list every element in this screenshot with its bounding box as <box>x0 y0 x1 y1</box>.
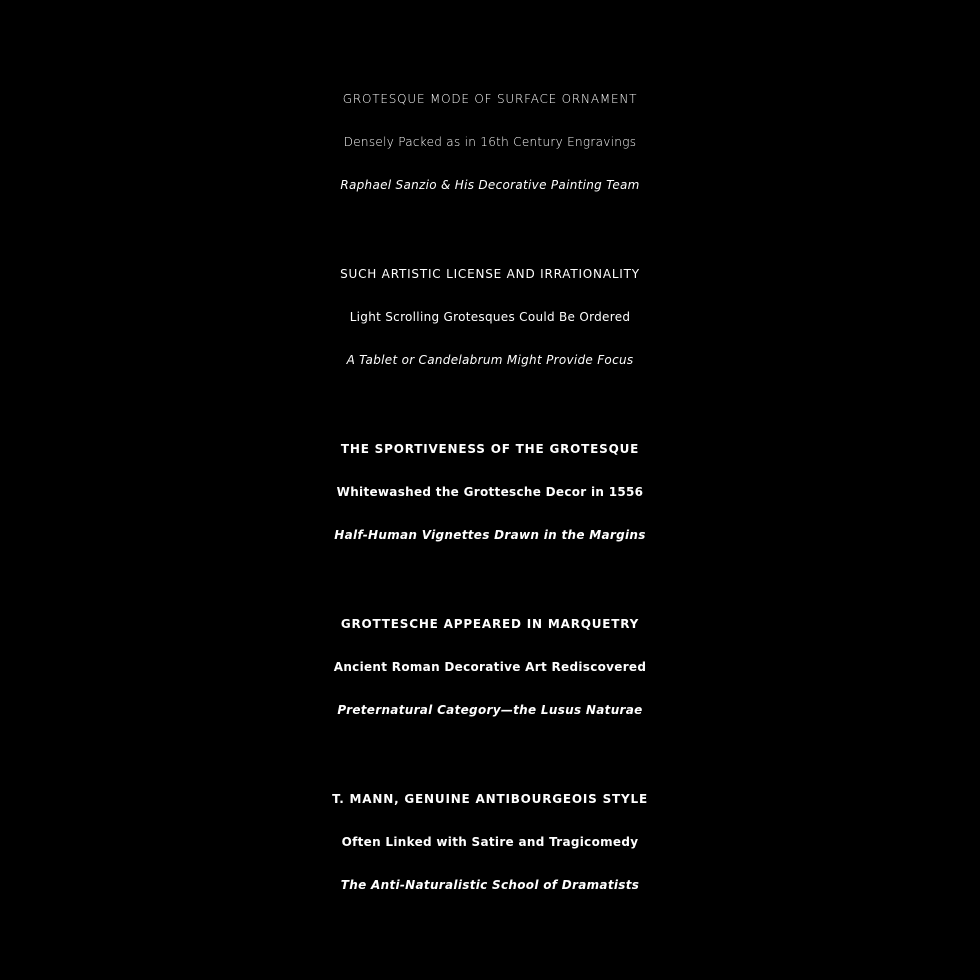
specimen-group-light <box>0 78 980 207</box>
roman-line: Ancient Roman Decorative Art Rediscovered <box>333 660 647 674</box>
specimen-group-semibold <box>0 428 980 557</box>
roman-line: Light Scrolling Grotesques Could Be Ordered <box>349 310 631 324</box>
roman-line: Whitewashed the Grottesche Decor in 1556 <box>336 485 644 499</box>
caps-line: SUCH ARTISTIC LICENSE AND IRRATIONALITY <box>340 267 640 281</box>
italic-line: Half-Human Vignettes Drawn in the Margins <box>334 528 646 542</box>
roman-line: Often Linked with Satire and Tragicomedy <box>341 835 639 849</box>
type-specimen <box>0 78 980 953</box>
specimen-group-regular <box>0 253 980 382</box>
specimen-group-extrabold <box>0 778 980 907</box>
caps-line: T. MANN, GENUINE ANTIBOURGEOIS STYLE <box>332 792 648 806</box>
italic-line: A Tablet or Candelabrum Might Provide Focus <box>346 353 634 367</box>
italic-line: Raphael Sanzio & His Decorative Painting Team <box>340 178 640 192</box>
caps-line: GROTESQUE MODE OF SURFACE ORNAMENT <box>342 92 638 106</box>
roman-line: Densely Packed as in 16th Century Engravings <box>343 135 637 149</box>
caps-line: THE SPORTIVENESS OF THE GROTESQUE <box>340 442 640 456</box>
italic-line: The Anti-Naturalistic School of Dramatists <box>340 878 640 892</box>
caps-line: GROTTESCHE APPEARED IN MARQUETRY <box>340 617 640 631</box>
specimen-group-bold <box>0 603 980 732</box>
italic-line: Preternatural Category—the Lusus Naturae <box>337 703 643 717</box>
